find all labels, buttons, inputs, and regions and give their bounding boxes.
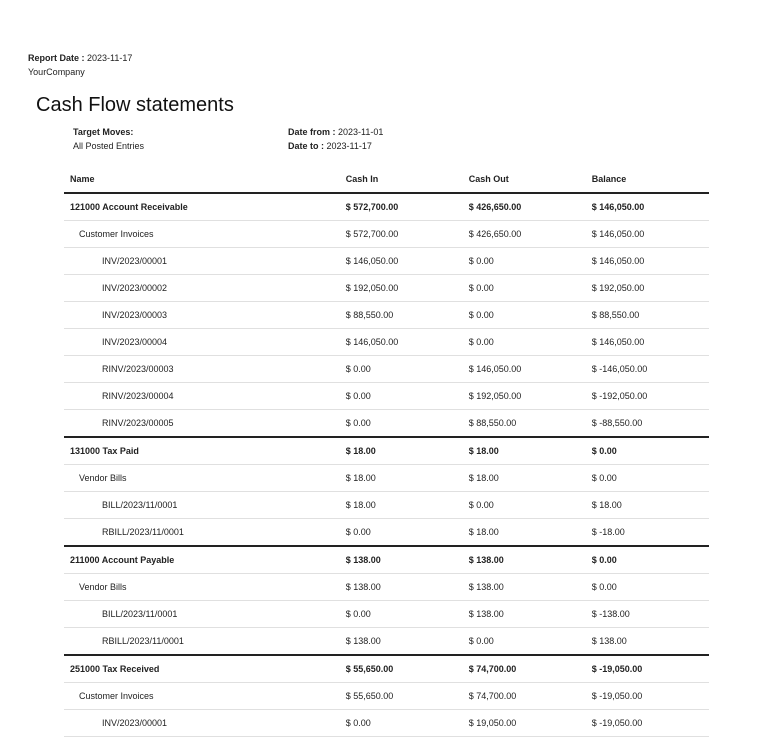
table-body [64,193,709,737]
row-cash-out: $ 426,650.00 [463,193,586,221]
row-name: BILL/2023/11/0001 [64,601,340,628]
row-cash-in: $ 55,650.00 [340,655,463,683]
row-balance: $ 146,050.00 [586,329,709,356]
row-cash-out: $ 0.00 [463,628,586,656]
row-balance: $ 0.00 [586,574,709,601]
row-cash-in: $ 138.00 [340,546,463,574]
row-cash-out: $ 0.00 [463,275,586,302]
target-moves-value: All Posted Entries [73,141,145,151]
row-balance: $ -88,550.00 [586,410,709,438]
journal-row [64,221,709,248]
account-row [64,437,709,465]
row-name: Vendor Bills [64,465,340,492]
row-name: Customer Invoices [64,683,340,710]
row-name: RINV/2023/00003 [64,356,340,383]
row-cash-in: $ 146,050.00 [340,329,463,356]
row-name: RINV/2023/00005 [64,410,340,438]
column-header-cash-out: Cash Out [463,166,586,193]
entry-row [64,492,709,519]
date-to-value: 2023-11-17 [326,141,372,151]
journal-row [64,574,709,601]
row-cash-out: $ 0.00 [463,329,586,356]
report-date [28,51,132,65]
entry-row [64,383,709,410]
column-header-name: Name [64,166,340,193]
row-name: BILL/2023/11/0001 [64,492,340,519]
entry-row [64,519,709,547]
row-cash-in: $ 0.00 [340,383,463,410]
row-cash-in: $ 0.00 [340,519,463,547]
row-cash-in: $ 0.00 [340,410,463,438]
row-balance: $ -146,050.00 [586,356,709,383]
row-balance: $ 88,550.00 [586,302,709,329]
row-balance: $ 146,050.00 [586,193,709,221]
row-cash-in: $ 0.00 [340,710,463,737]
journal-row [64,683,709,710]
row-cash-in: $ 0.00 [340,356,463,383]
row-balance: $ 18.00 [586,492,709,519]
row-cash-out: $ 426,650.00 [463,221,586,248]
row-cash-out: $ 18.00 [463,437,586,465]
row-cash-in: $ 146,050.00 [340,248,463,275]
date-range-filter [288,125,383,153]
row-balance: $ 146,050.00 [586,221,709,248]
entry-row [64,601,709,628]
row-cash-out: $ 138.00 [463,546,586,574]
report-date-label: Report Date : [28,53,85,63]
row-name: INV/2023/00001 [64,710,340,737]
row-name: 121000 Account Receivable [64,193,340,221]
journal-row [64,465,709,492]
date-from-label: Date from : [288,127,336,137]
row-balance: $ -19,050.00 [586,683,709,710]
row-cash-in: $ 192,050.00 [340,275,463,302]
row-name: RINV/2023/00004 [64,383,340,410]
row-cash-out: $ 0.00 [463,248,586,275]
row-balance: $ 0.00 [586,546,709,574]
entry-row [64,329,709,356]
entry-row [64,302,709,329]
row-balance: $ 192,050.00 [586,275,709,302]
row-name: 211000 Account Payable [64,546,340,574]
row-name: INV/2023/00003 [64,302,340,329]
company-name: YourCompany [28,67,85,77]
row-cash-out: $ 74,700.00 [463,683,586,710]
row-cash-in: $ 18.00 [340,465,463,492]
row-balance: $ 146,050.00 [586,248,709,275]
cash-flow-table [64,166,709,737]
row-balance: $ -19,050.00 [586,655,709,683]
date-to-label: Date to : [288,141,324,151]
row-name: INV/2023/00002 [64,275,340,302]
report-header [28,51,132,79]
column-header-cash-in: Cash In [340,166,463,193]
row-balance: $ -192,050.00 [586,383,709,410]
row-balance: $ -19,050.00 [586,710,709,737]
entry-row [64,410,709,438]
column-header-balance: Balance [586,166,709,193]
row-cash-in: $ 572,700.00 [340,221,463,248]
row-cash-out: $ 138.00 [463,574,586,601]
row-cash-in: $ 0.00 [340,601,463,628]
table-header-row [64,166,709,193]
row-name: Customer Invoices [64,221,340,248]
row-name: INV/2023/00004 [64,329,340,356]
row-cash-out: $ 146,050.00 [463,356,586,383]
row-balance: $ 138.00 [586,628,709,656]
report-date-value: 2023-11-17 [87,53,133,63]
entry-row [64,628,709,656]
row-cash-out: $ 74,700.00 [463,655,586,683]
row-cash-out: $ 0.00 [463,492,586,519]
row-cash-out: $ 19,050.00 [463,710,586,737]
entry-row [64,356,709,383]
row-cash-out: $ 88,550.00 [463,410,586,438]
row-cash-out: $ 18.00 [463,465,586,492]
row-cash-in: $ 18.00 [340,437,463,465]
row-name: 131000 Tax Paid [64,437,340,465]
row-cash-in: $ 138.00 [340,574,463,601]
row-balance: $ 0.00 [586,465,709,492]
row-balance: $ 0.00 [586,437,709,465]
row-cash-in: $ 18.00 [340,492,463,519]
target-moves-filter [73,125,144,153]
row-cash-out: $ 192,050.00 [463,383,586,410]
row-cash-out: $ 0.00 [463,302,586,329]
account-row [64,546,709,574]
row-cash-in: $ 88,550.00 [340,302,463,329]
row-name: Vendor Bills [64,574,340,601]
row-name: RBILL/2023/11/0001 [64,628,340,656]
row-balance: $ -18.00 [586,519,709,547]
entry-row [64,710,709,737]
date-from-value: 2023-11-01 [338,127,384,137]
row-name: RBILL/2023/11/0001 [64,519,340,547]
entry-row [64,275,709,302]
row-cash-out: $ 18.00 [463,519,586,547]
row-cash-out: $ 138.00 [463,601,586,628]
row-cash-in: $ 572,700.00 [340,193,463,221]
row-name: 251000 Tax Received [64,655,340,683]
row-name: INV/2023/00001 [64,248,340,275]
row-cash-in: $ 55,650.00 [340,683,463,710]
row-cash-in: $ 138.00 [340,628,463,656]
page-title: Cash Flow statements [36,94,234,116]
target-moves-label: Target Moves: [73,127,134,137]
account-row [64,655,709,683]
row-balance: $ -138.00 [586,601,709,628]
account-row [64,193,709,221]
entry-row [64,248,709,275]
